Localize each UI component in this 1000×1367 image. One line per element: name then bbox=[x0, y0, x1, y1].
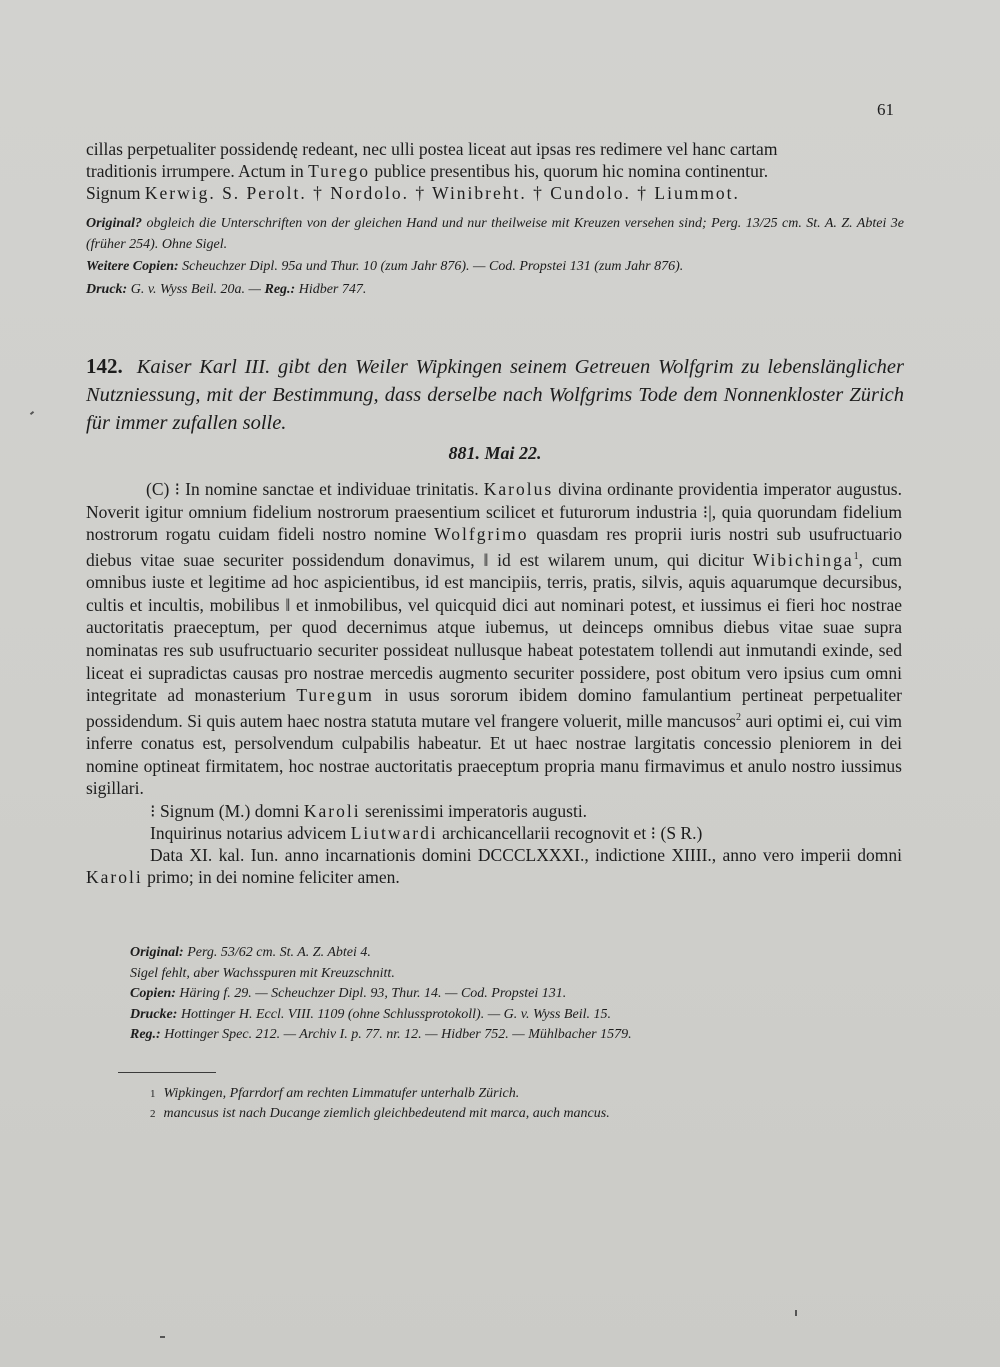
note-original: Original? obgleich die Unterschriften von der gleichen Hand und nur theilweise mit Kreuzen versehen sind; Perg. 13/25 cm. St. A. Z. Abtei 3e (früher 254). Ohne Sigel. bbox=[86, 216, 904, 252]
paper-speck bbox=[160, 1336, 165, 1338]
signatories: Signum Kerwig. S. Perolt. † Nordolo. † Winibreht. † Cundolo. † Liummot. bbox=[86, 183, 740, 203]
charter-body: (C) ⁝ In nomine sanctae et individuae trinitatis. Karolus divina ordinante providentia imperator augustus. Noverit igitur omnium fidelium nostrorum praesentium scilicet et futurorum industria ⁝|, quia quorundam fidelium nostrorum rogatu cuidam fideli nostro nomine Wolfgrimo quasdam res proprii iuris nostri sub usufructuario diebus vitae suae securiter possidendum donavimus, ‖ id est wilarem unum, qui dicitur Wibichinga$^1$, cum omnibus iuste et legitime ad hoc aspicientibus, id est mancipiis, terris, pratis, silvis, aquis aquarumque decursibus, cultis et incultis, mobilibus ‖ et inmobilibus, vel quicquid dici aut nominari potest, et iussimus ei fieri hoc nostrae auctoritatis praeceptum, per quod decernimus atque iubemus, ut deinceps omnibus diebus vitae suae supra nominatas res sub usufructuario securiter possideat nullusque habeat potestatem tollendi aut inmutandi exinde, sed liceat ei supradictas causas pro nostrae mercedis augmento securiter possidere, post obitum vero ipsius cum omni integritate ad monasterium Turegum in usus sororum ibidem domino famulantium pertineat perpetualiter possidendum. Si quis autem haec nostra statuta mutare vel frangere voluerit, mille mancusos$^2$ auri optimi ei, cui vim inferre conatus est, persolvendum culpabilis habeatur. Et ut haec nostrae largitatis concessio pleniorem in dei nomine optineat firmitatem, hoc nostrae auctoritatis praeceptum propria manu firmavimus et anulo nostro iussimus sigillari. bbox=[86, 479, 903, 799]
apparatus-142 bbox=[130, 943, 890, 1046]
charter-text bbox=[86, 478, 902, 888]
signatory-names: Kerwig. S. Perolt. † Nordolo. † Winibreht. † Cundolo. † Liummot. bbox=[144, 183, 740, 203]
place-name: Turego bbox=[308, 161, 371, 181]
footnote-rule bbox=[118, 1072, 216, 1073]
note-drucke: Drucke: Hottinger H. Eccl. VIII. 1109 (ohne Schlussprotokoll). — G. v. Wyss Beil. 15. bbox=[130, 1006, 611, 1022]
continuation-text bbox=[86, 138, 902, 204]
continuation-line-2: traditionis irrumpere. Actum in Turego publice presentibus his, quorum hic nomina continentur. bbox=[86, 161, 769, 181]
entry-number: 142. bbox=[86, 354, 123, 378]
entry-heading bbox=[86, 352, 904, 464]
entry-date: 881. Mai 22. bbox=[448, 443, 542, 463]
note-copien-142: Copien: Häring f. 29. — Scheuchzer Dipl. 93, Thur. 14. — Cod. Propstei 131. bbox=[130, 986, 567, 1001]
footnote-2: 2 mancusus ist nach Ducange ziemlich gleichbedeutend mit marca, auch mancus. bbox=[150, 1106, 610, 1121]
apparatus-previous bbox=[86, 214, 904, 300]
charter-dating: Data XI. kal. Iun. anno incarnationis domini DCCCLXXXI., indictione XIIII., anno vero imperii domni Karoli primo; in dei nomine feliciter amen. bbox=[86, 844, 902, 887]
footnote-1: 1 Wipkingen, Pfarrdorf am rechten Limmatufer unterhalb Zürich. bbox=[150, 1086, 520, 1101]
note-copien: Weitere Copien: Scheuchzer Dipl. 95a und Thur. 10 (zum Jahr 876). — Cod. Propstei 131 (zum Jahr 876). bbox=[86, 259, 684, 274]
charter-signum: ⁝ Signum (M.) domni Karoli serenissimi imperatoris augusti. bbox=[150, 800, 588, 821]
note-sigel: Sigel fehlt, aber Wachsspuren mit Kreuzschnitt. bbox=[130, 965, 395, 981]
note-reg-142: Reg.: Hottinger Spec. 212. — Archiv I. p. 77. nr. 12. — Hidber 752. — Mühlbacher 1579. bbox=[130, 1027, 632, 1042]
paper-speck bbox=[795, 1310, 797, 1316]
continuation-line-1: cillas perpetualiter possidendę redeant, nec ulli postea liceat aut ipsas res redimere vel hanc cartam bbox=[86, 139, 778, 159]
note-original-142: Original: Perg. 53/62 cm. St. A. Z. Abtei 4. bbox=[130, 945, 371, 960]
note-druck: Druck: G. v. Wyss Beil. 20a. — Reg.: Hidber 747. bbox=[86, 281, 367, 297]
charter-recognition: Inquirinus notarius advicem Liutwardi archicancellarii recognovit et ⁝ (S R.) bbox=[150, 822, 703, 843]
entry-title: 142. Kaiser Karl III. gibt den Weiler Wipkingen seinem Getreuen Wolfgrim zu lebenslänglicher Nutzniessung, mit der Bestimmung, dass derselbe nach Wolfgrims Tode dem Nonnenkloster Zürich für immer zufallen solle. bbox=[86, 354, 904, 434]
paper-speck bbox=[30, 411, 34, 415]
page-number: 61 bbox=[877, 100, 894, 119]
